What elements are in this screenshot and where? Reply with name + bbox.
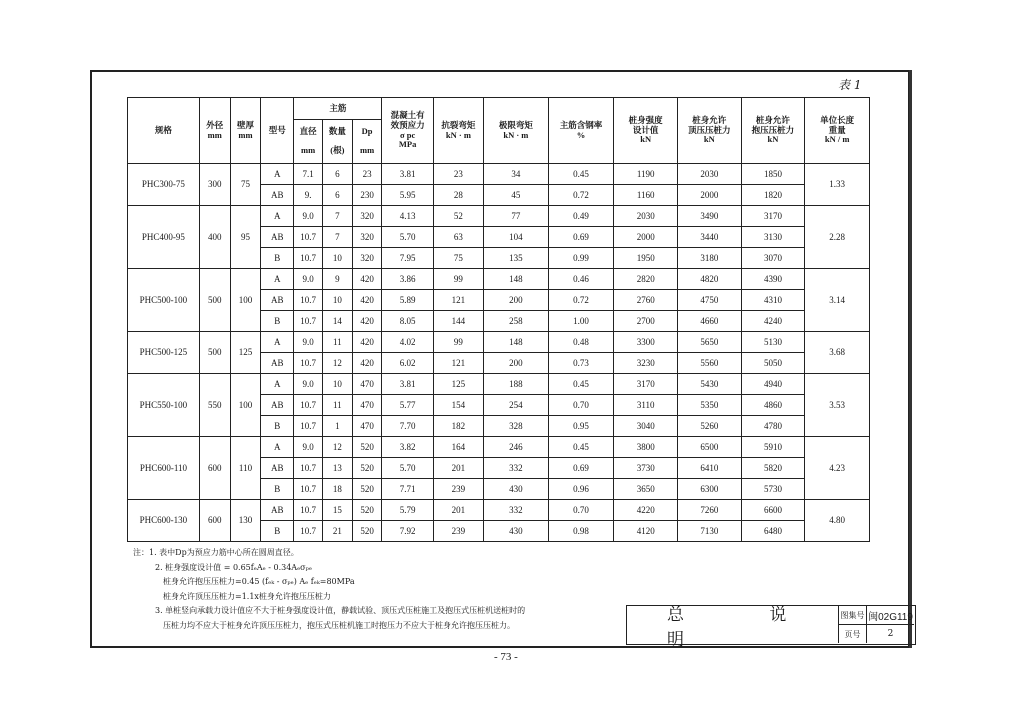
- pc-cell: 8.05: [382, 311, 433, 332]
- jack-cell: 4660: [678, 311, 742, 332]
- header-clamping-force: 桩身允许 抱压压桩力 kN: [741, 98, 805, 164]
- mu-cell: 254: [484, 395, 549, 416]
- clamp-cell: 3070: [741, 248, 805, 269]
- n-cell: 18: [322, 479, 352, 500]
- ratio-cell: 0.99: [548, 248, 614, 269]
- clamp-cell: 4940: [741, 374, 805, 395]
- jack-cell: 5650: [678, 332, 742, 353]
- d-cell: 10.7: [294, 395, 323, 416]
- pc-cell: 5.70: [382, 458, 433, 479]
- pc-cell: 7.95: [382, 248, 433, 269]
- dp-cell: 230: [352, 185, 382, 206]
- drawing-title: 总 说 明: [627, 606, 839, 643]
- str-cell: 3170: [614, 374, 678, 395]
- table-row: [128, 500, 870, 521]
- type-cell: A: [261, 437, 294, 458]
- ratio-cell: 1.00: [548, 311, 614, 332]
- notes: [133, 546, 603, 633]
- note-line: 注：1. 表中Dp为预应力筋中心所在圆周直径。: [133, 548, 299, 557]
- clamp-cell: 5050: [741, 353, 805, 374]
- d-cell: 7.1: [294, 164, 323, 185]
- header-dp: Dp mm: [352, 120, 382, 164]
- jack-cell: 7260: [678, 500, 742, 521]
- clamp-cell: 6480: [741, 521, 805, 542]
- jack-cell: 2000: [678, 185, 742, 206]
- spec-cell: PHC600-110: [128, 437, 200, 500]
- jack-cell: 2030: [678, 164, 742, 185]
- ratio-cell: 0.96: [548, 479, 614, 500]
- n-cell: 6: [322, 164, 352, 185]
- type-cell: AB: [261, 290, 294, 311]
- clamp-cell: 1820: [741, 185, 805, 206]
- outer-diameter-cell: 500: [199, 332, 230, 374]
- clamp-cell: 5730: [741, 479, 805, 500]
- table-row: [128, 374, 870, 395]
- ratio-cell: 0.70: [548, 500, 614, 521]
- str-cell: 2000: [614, 227, 678, 248]
- unit-weight-cell: 3.68: [805, 332, 870, 374]
- d-cell: 9.0: [294, 269, 323, 290]
- table-label: 表 1: [838, 78, 862, 92]
- type-cell: A: [261, 374, 294, 395]
- d-cell: 10.7: [294, 248, 323, 269]
- mcr-cell: 28: [433, 185, 483, 206]
- spec-cell: PHC600-130: [128, 500, 200, 542]
- type-cell: A: [261, 269, 294, 290]
- wall-thickness-cell: 110: [230, 437, 261, 500]
- d-cell: 10.7: [294, 479, 323, 500]
- pc-cell: 7.71: [382, 479, 433, 500]
- mcr-cell: 182: [433, 416, 483, 437]
- dp-cell: 520: [352, 500, 382, 521]
- str-cell: 1950: [614, 248, 678, 269]
- wall-thickness-cell: 100: [230, 374, 261, 437]
- mcr-cell: 125: [433, 374, 483, 395]
- mcr-cell: 52: [433, 206, 483, 227]
- jack-cell: 5430: [678, 374, 742, 395]
- type-cell: AB: [261, 227, 294, 248]
- clamp-cell: 4780: [741, 416, 805, 437]
- str-cell: 1190: [614, 164, 678, 185]
- d-cell: 10.7: [294, 458, 323, 479]
- jack-cell: 5260: [678, 416, 742, 437]
- dp-cell: 520: [352, 479, 382, 500]
- dp-cell: 420: [352, 311, 382, 332]
- dp-cell: 470: [352, 395, 382, 416]
- n-cell: 7: [322, 206, 352, 227]
- type-cell: AB: [261, 353, 294, 374]
- type-cell: A: [261, 206, 294, 227]
- header-outer-diameter: 外径 mm: [199, 98, 230, 164]
- dp-cell: 320: [352, 206, 382, 227]
- str-cell: 3230: [614, 353, 678, 374]
- n-cell: 6: [322, 185, 352, 206]
- mcr-cell: 99: [433, 269, 483, 290]
- mcr-cell: 239: [433, 479, 483, 500]
- type-cell: AB: [261, 500, 294, 521]
- mu-cell: 135: [484, 248, 549, 269]
- clamp-cell: 1850: [741, 164, 805, 185]
- type-cell: AB: [261, 395, 294, 416]
- mcr-cell: 201: [433, 500, 483, 521]
- str-cell: 4120: [614, 521, 678, 542]
- n-cell: 10: [322, 290, 352, 311]
- d-cell: 9.0: [294, 332, 323, 353]
- pc-cell: 4.02: [382, 332, 433, 353]
- ratio-cell: 0.72: [548, 290, 614, 311]
- mu-cell: 148: [484, 269, 549, 290]
- type-cell: AB: [261, 458, 294, 479]
- jack-cell: 6410: [678, 458, 742, 479]
- clamp-cell: 4240: [741, 311, 805, 332]
- table-body: [128, 164, 870, 542]
- mu-cell: 328: [484, 416, 549, 437]
- dp-cell: 520: [352, 458, 382, 479]
- outer-diameter-cell: 600: [199, 500, 230, 542]
- pc-cell: 7.92: [382, 521, 433, 542]
- ratio-cell: 0.45: [548, 164, 614, 185]
- clamp-cell: 5130: [741, 332, 805, 353]
- d-cell: 10.7: [294, 416, 323, 437]
- mu-cell: 332: [484, 500, 549, 521]
- header-unit-weight: 单位长度 重量 kN / m: [805, 98, 870, 164]
- str-cell: 2820: [614, 269, 678, 290]
- str-cell: 2700: [614, 311, 678, 332]
- dp-cell: 420: [352, 290, 382, 311]
- mu-cell: 430: [484, 521, 549, 542]
- unit-weight-cell: 1.33: [805, 164, 870, 206]
- pc-cell: 4.13: [382, 206, 433, 227]
- jack-cell: 4820: [678, 269, 742, 290]
- header-jacking-force: 桩身允许 顶压压桩力 kN: [678, 98, 742, 164]
- wall-thickness-cell: 95: [230, 206, 261, 269]
- table-row: [128, 437, 870, 458]
- pc-cell: 3.82: [382, 437, 433, 458]
- note-line: 桩身允许顶压压桩力=1.1x桩身允许抱压压桩力: [163, 591, 331, 601]
- mu-cell: 188: [484, 374, 549, 395]
- dp-cell: 420: [352, 332, 382, 353]
- atlas-label: 图集号: [839, 606, 867, 625]
- str-cell: 3730: [614, 458, 678, 479]
- outer-diameter-cell: 400: [199, 206, 230, 269]
- header-rebar-diameter: 直径 mm: [294, 120, 323, 164]
- note-line: 3. 单桩竖向承载力设计值应不大于桩身强度设计值，静载试验、顶压式压桩施工及抱压式压桩机送桩时的: [155, 606, 526, 615]
- unit-weight-cell: 4.80: [805, 500, 870, 542]
- n-cell: 15: [322, 500, 352, 521]
- pc-cell: 6.02: [382, 353, 433, 374]
- jack-cell: 5350: [678, 395, 742, 416]
- mu-cell: 77: [484, 206, 549, 227]
- header-steel-ratio: 主筋含钢率 %: [548, 98, 614, 164]
- d-cell: 9.0: [294, 206, 323, 227]
- d-cell: 10.7: [294, 290, 323, 311]
- dp-cell: 470: [352, 374, 382, 395]
- unit-weight-cell: 2.28: [805, 206, 870, 269]
- jack-cell: 7130: [678, 521, 742, 542]
- pc-cell: 5.89: [382, 290, 433, 311]
- header-prestress: 混凝土有 效预应力 σ pc MPa: [382, 98, 433, 164]
- spec-cell: PHC400-95: [128, 206, 200, 269]
- jack-cell: 3440: [678, 227, 742, 248]
- ratio-cell: 0.72: [548, 185, 614, 206]
- page-number: - 73 -: [494, 651, 518, 663]
- ratio-cell: 0.70: [548, 395, 614, 416]
- table-row: [128, 332, 870, 353]
- str-cell: 1160: [614, 185, 678, 206]
- mu-cell: 430: [484, 479, 549, 500]
- pc-cell: 5.95: [382, 185, 433, 206]
- jack-cell: 3180: [678, 248, 742, 269]
- mcr-cell: 23: [433, 164, 483, 185]
- table-row: [128, 164, 870, 185]
- n-cell: 11: [322, 395, 352, 416]
- atlas-number: 闽02G119: [867, 606, 914, 625]
- str-cell: 2760: [614, 290, 678, 311]
- ratio-cell: 0.69: [548, 227, 614, 248]
- type-cell: B: [261, 416, 294, 437]
- header-wall-thickness: 壁厚 mm: [230, 98, 261, 164]
- ratio-cell: 0.95: [548, 416, 614, 437]
- table-row: [128, 206, 870, 227]
- mcr-cell: 201: [433, 458, 483, 479]
- type-cell: B: [261, 479, 294, 500]
- type-cell: B: [261, 311, 294, 332]
- wall-thickness-cell: 125: [230, 332, 261, 374]
- outer-diameter-cell: 550: [199, 374, 230, 437]
- header-main-rebar: 主筋: [294, 98, 382, 120]
- dp-cell: 23: [352, 164, 382, 185]
- mu-cell: 200: [484, 290, 549, 311]
- header-crack-moment: 抗裂弯矩 kN · m: [433, 98, 483, 164]
- clamp-cell: 5910: [741, 437, 805, 458]
- d-cell: 9.0: [294, 374, 323, 395]
- n-cell: 11: [322, 332, 352, 353]
- jack-cell: 5560: [678, 353, 742, 374]
- ratio-cell: 0.73: [548, 353, 614, 374]
- unit-weight-cell: 3.53: [805, 374, 870, 437]
- str-cell: 4220: [614, 500, 678, 521]
- str-cell: 2030: [614, 206, 678, 227]
- title-block: [626, 604, 916, 650]
- d-cell: 10.7: [294, 521, 323, 542]
- spec-cell: PHC500-125: [128, 332, 200, 374]
- jack-cell: 6500: [678, 437, 742, 458]
- ratio-cell: 0.98: [548, 521, 614, 542]
- ratio-cell: 0.45: [548, 374, 614, 395]
- n-cell: 1: [322, 416, 352, 437]
- header-type: 型号: [261, 98, 294, 164]
- mu-cell: 148: [484, 332, 549, 353]
- spec-cell: PHC550-100: [128, 374, 200, 437]
- wall-thickness-cell: 130: [230, 500, 261, 542]
- type-cell: B: [261, 521, 294, 542]
- d-cell: 10.7: [294, 500, 323, 521]
- page-no: 2: [887, 629, 894, 639]
- d-cell: 9.: [294, 185, 323, 206]
- str-cell: 3300: [614, 332, 678, 353]
- ratio-cell: 0.48: [548, 332, 614, 353]
- outer-diameter-cell: 600: [199, 437, 230, 500]
- d-cell: 10.7: [294, 311, 323, 332]
- type-cell: B: [261, 248, 294, 269]
- dp-cell: 420: [352, 269, 382, 290]
- page-label: 页号: [839, 625, 867, 643]
- dp-cell: 470: [352, 416, 382, 437]
- str-cell: 3040: [614, 416, 678, 437]
- n-cell: 14: [322, 311, 352, 332]
- mcr-cell: 75: [433, 248, 483, 269]
- n-cell: 13: [322, 458, 352, 479]
- clamp-cell: 5820: [741, 458, 805, 479]
- clamp-cell: 3170: [741, 206, 805, 227]
- clamp-cell: 4390: [741, 269, 805, 290]
- outer-diameter-cell: 500: [199, 269, 230, 332]
- dp-cell: 520: [352, 521, 382, 542]
- frame-edge: [909, 70, 912, 648]
- mu-cell: 104: [484, 227, 549, 248]
- header-strength: 桩身强度 设计值 kN: [614, 98, 678, 164]
- mcr-cell: 63: [433, 227, 483, 248]
- type-cell: A: [261, 332, 294, 353]
- pc-cell: 7.70: [382, 416, 433, 437]
- n-cell: 10: [322, 248, 352, 269]
- dp-cell: 420: [352, 353, 382, 374]
- n-cell: 9: [322, 269, 352, 290]
- mcr-cell: 99: [433, 332, 483, 353]
- str-cell: 3650: [614, 479, 678, 500]
- pc-cell: 5.70: [382, 227, 433, 248]
- dp-cell: 520: [352, 437, 382, 458]
- unit-weight-cell: 4.23: [805, 437, 870, 500]
- pc-cell: 5.77: [382, 395, 433, 416]
- mcr-cell: 154: [433, 395, 483, 416]
- clamp-cell: 6600: [741, 500, 805, 521]
- pc-cell: 3.81: [382, 374, 433, 395]
- unit-weight-cell: 3.14: [805, 269, 870, 332]
- note-line: 桩身允许抱压压桩力=0.45 (fₑₖ - σₚₑ) Aₑ fₑₖ=80MPa: [163, 577, 355, 586]
- header-rebar-count: 数量 (根): [322, 120, 352, 164]
- ratio-cell: 0.45: [548, 437, 614, 458]
- spec-cell: PHC500-100: [128, 269, 200, 332]
- outer-diameter-cell: 300: [199, 164, 230, 206]
- wall-thickness-cell: 75: [230, 164, 261, 206]
- ratio-cell: 0.49: [548, 206, 614, 227]
- type-cell: AB: [261, 185, 294, 206]
- dp-cell: 320: [352, 248, 382, 269]
- n-cell: 12: [322, 437, 352, 458]
- mcr-cell: 121: [433, 353, 483, 374]
- n-cell: 10: [322, 374, 352, 395]
- pile-spec-table: [127, 97, 870, 542]
- d-cell: 10.7: [294, 353, 323, 374]
- d-cell: 10.7: [294, 227, 323, 248]
- pc-cell: 3.81: [382, 164, 433, 185]
- pc-cell: 5.79: [382, 500, 433, 521]
- pc-cell: 3.86: [382, 269, 433, 290]
- jack-cell: 4750: [678, 290, 742, 311]
- note-line: 压桩力均不应大于桩身允许顶压压桩力，抱压式压桩机施工时抱压力不应大于桩身允许抱压压桩力。: [163, 620, 515, 630]
- header-spec: 规格: [128, 98, 200, 164]
- str-cell: 3110: [614, 395, 678, 416]
- dp-cell: 320: [352, 227, 382, 248]
- clamp-cell: 4310: [741, 290, 805, 311]
- note-line: 2. 桩身强度设计值 = 0.65fₑAₑ - 0.34Aₑσₚₑ: [155, 562, 312, 572]
- mcr-cell: 239: [433, 521, 483, 542]
- mu-cell: 332: [484, 458, 549, 479]
- clamp-cell: 3130: [741, 227, 805, 248]
- jack-cell: 3490: [678, 206, 742, 227]
- mcr-cell: 121: [433, 290, 483, 311]
- mu-cell: 200: [484, 353, 549, 374]
- n-cell: 12: [322, 353, 352, 374]
- ratio-cell: 0.69: [548, 458, 614, 479]
- ratio-cell: 0.46: [548, 269, 614, 290]
- mcr-cell: 144: [433, 311, 483, 332]
- type-cell: A: [261, 164, 294, 185]
- table-row: [128, 269, 870, 290]
- mu-cell: 258: [484, 311, 549, 332]
- spec-cell: PHC300-75: [128, 164, 200, 206]
- clamp-cell: 4860: [741, 395, 805, 416]
- mu-cell: 34: [484, 164, 549, 185]
- str-cell: 3800: [614, 437, 678, 458]
- mcr-cell: 164: [433, 437, 483, 458]
- d-cell: 9.0: [294, 437, 323, 458]
- wall-thickness-cell: 100: [230, 269, 261, 332]
- jack-cell: 6300: [678, 479, 742, 500]
- n-cell: 7: [322, 227, 352, 248]
- mu-cell: 246: [484, 437, 549, 458]
- header-ultimate-moment: 极限弯矩 kN · m: [484, 98, 549, 164]
- n-cell: 21: [322, 521, 352, 542]
- mu-cell: 45: [484, 185, 549, 206]
